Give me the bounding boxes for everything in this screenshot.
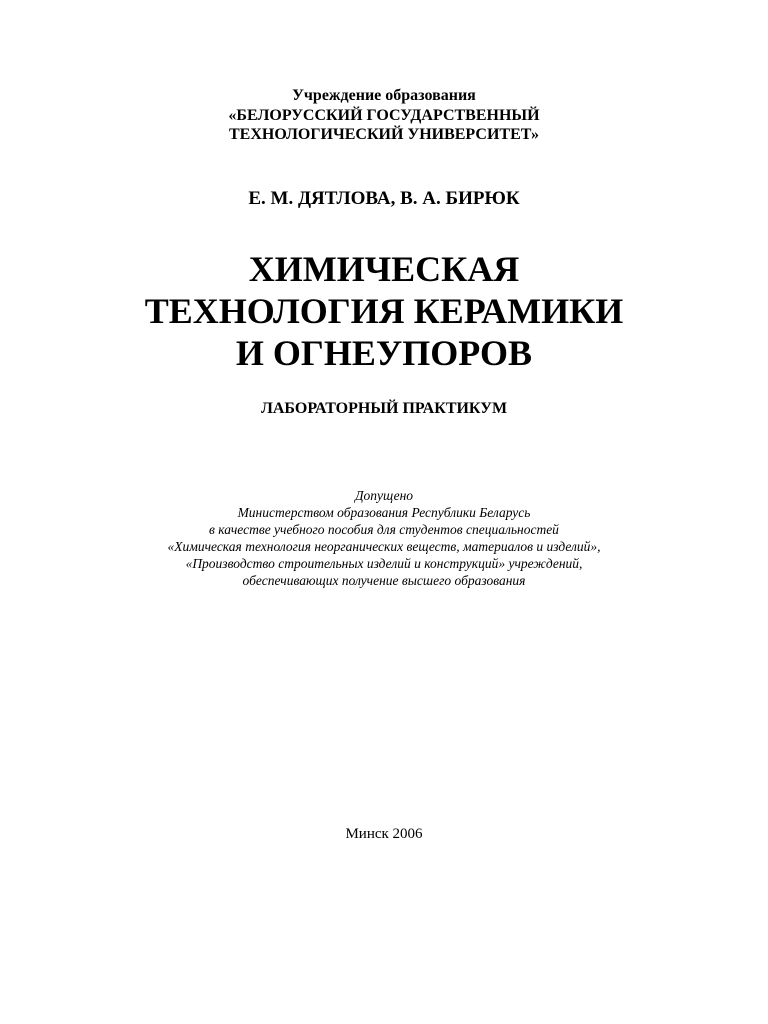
approval-line-3: в качестве учебного пособия для студентов специальностей (209, 522, 559, 537)
imprint-city-year: Минск 2006 (345, 826, 423, 842)
book-title-line-3: И ОГНЕУПОРОВ (235, 333, 533, 373)
approval-line-5: «Производство строительных изделий и конструкций» учреждений, (185, 556, 583, 571)
authors: Е. М. ДЯТЛОВА, В. А. БИРЮК (248, 188, 520, 209)
approval-line-1: Допущено (354, 488, 414, 503)
book-title-line-2: ТЕХНОЛОГИЯ КЕРАМИКИ (144, 291, 624, 331)
approval-line-2: Министерством образования Республики Беларусь (237, 505, 531, 520)
approval-line-4: «Химическая технология неорганических веществ, материалов и изделий», (167, 539, 601, 554)
institution-line-1: Учреждение образования (292, 87, 476, 104)
approval-line-6: обеспечивающих получение высшего образования (242, 573, 526, 588)
institution-line-3: ТЕХНОЛОГИЧЕСКИЙ УНИВЕРСИТЕТ» (229, 126, 539, 143)
institution-line-2: «БЕЛОРУССКИЙ ГОСУДАРСТВЕННЫЙ (228, 107, 540, 124)
book-title-line-1: ХИМИЧЕСКАЯ (248, 249, 520, 289)
book-subtitle: ЛАБОРАТОРНЫЙ ПРАКТИКУМ (260, 400, 508, 417)
